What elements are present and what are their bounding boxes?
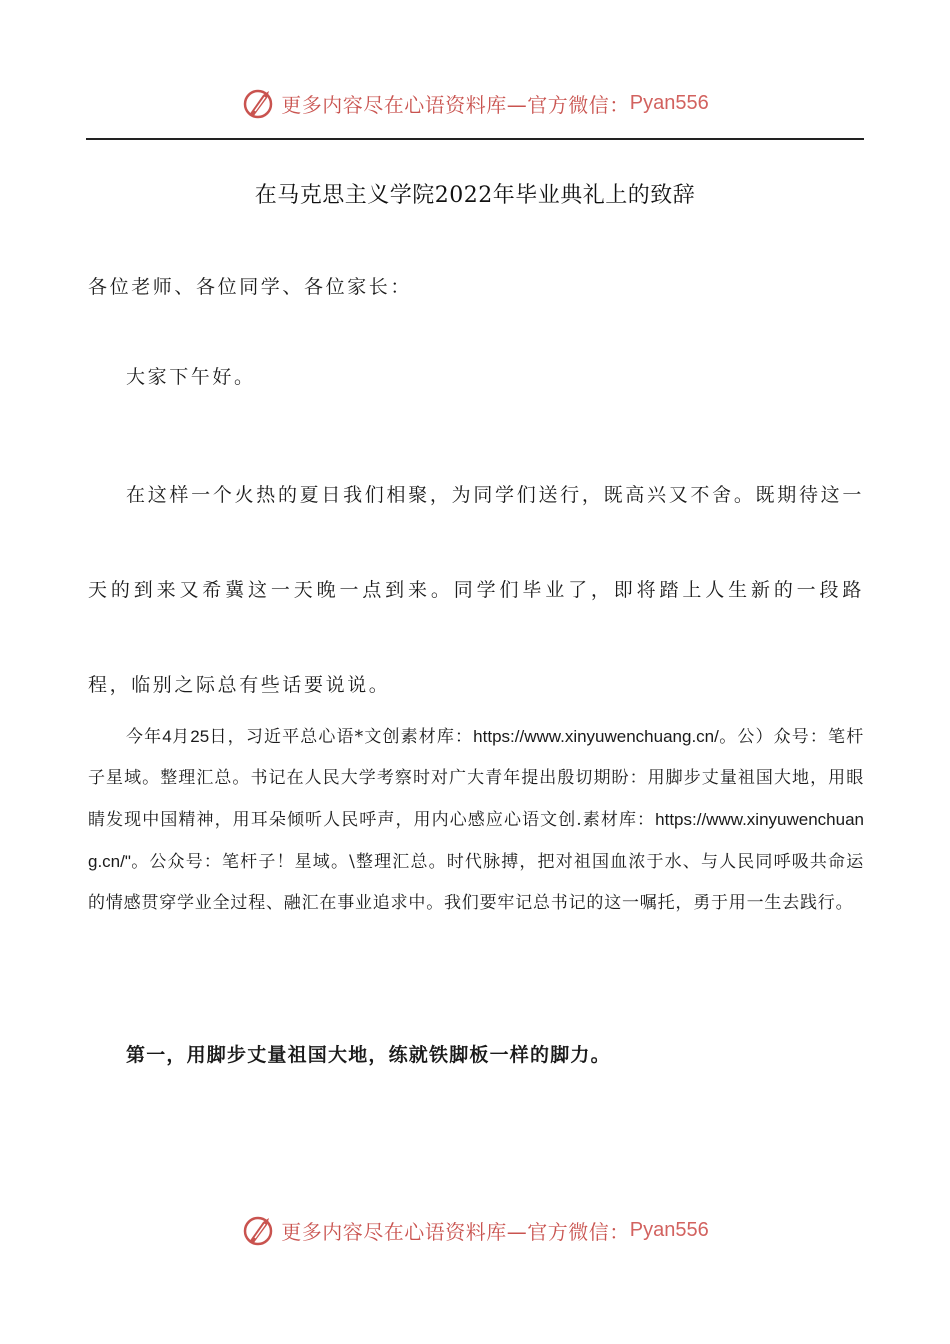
paragraph-opening: 在这样一个火热的夏日我们相聚，为同学们送行，既高兴又不舍。既期待这一天的到来又希冀这一天晚一点到来。同学们毕业了，即将踏上人生新的一段路程，临别之际总有些话要说说。	[88, 484, 864, 696]
paragraph-text: 月	[171, 727, 191, 747]
pen-nib-logo-icon	[241, 85, 277, 121]
pen-nib-logo-icon	[241, 1212, 277, 1248]
paragraph-text: 。公众号：笔杆子！星域。\整理汇总。时代脉搏，把对祖国血浓于水、与人民同呼吸共命运的情感贯穿学业全过程、融汇在事业追求中。我们要牢记总书记的这一嘱托，勇于用一生去践行。	[88, 852, 864, 913]
header-divider	[86, 138, 864, 140]
paragraph-text: 。公）众号：笔杆子星域。整理汇总。书记在人民大学考察时对广大青年提出殷切期盼：用脚步丈量祖国大地，用眼睛发现中国精神，用耳朵倾听人民呼声，用内心感应心语文创.素材库：	[88, 727, 865, 830]
document-title: 在马克思主义学院2022年毕业典礼上的致辞	[254, 183, 696, 208]
footer-wechat-id: Pyan556	[629, 1218, 709, 1241]
inline-url: https://www.xinyuwenchuang.cn/"	[88, 810, 864, 871]
greeting: 各位老师、各位同学、各位家长：	[88, 276, 413, 298]
inline-url: https://www.xinyuwenchuang.cn/	[473, 727, 719, 746]
header-banner	[0, 81, 950, 125]
paragraph-quote	[88, 716, 864, 924]
paragraph-text: 今年	[126, 727, 163, 747]
paragraph-text: 25	[190, 727, 210, 746]
footer-banner	[0, 1208, 950, 1252]
footer-banner-text: 更多内容尽在心语资料库—官方微信：	[281, 1219, 630, 1244]
header-wechat-id: Pyan556	[629, 91, 709, 114]
paragraph-text: 日，习近平总心语*文创素材库：	[209, 727, 474, 747]
paragraph-text: 4	[162, 727, 172, 746]
hello-line: 大家下午好。	[126, 366, 256, 388]
header-banner-text: 更多内容尽在心语资料库—官方微信：	[281, 92, 630, 117]
section-heading: 第一，用脚步丈量祖国大地，练就铁脚板一样的脚力。	[126, 1044, 611, 1066]
